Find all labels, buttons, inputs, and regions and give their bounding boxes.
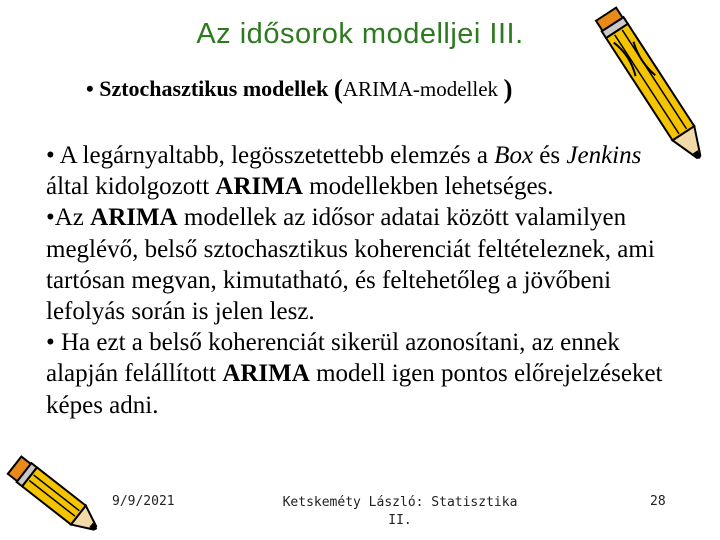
paragraph-3-run-1: • Ha ezt a belső koherenciát sikerül azonosítani, az ennek alapján felállított — [46, 329, 620, 388]
subtitle-main: Sztochasztikus modellek — [99, 76, 329, 101]
paragraph-3-run-3: modell igen pontos előrejelzéseket képes adni. — [46, 360, 663, 419]
paragraph-2-run-1: •Az — [46, 204, 91, 232]
paragraph-1-run-4: Jenkins — [566, 142, 642, 169]
paragraph-3-run-2: ARIMA — [222, 360, 310, 388]
paragraph-1-run-1: • A legárnyaltabb, legösszetettebb elemzés a — [46, 142, 495, 169]
footer-author: Ketskeméty László: Statisztika II. — [282, 495, 518, 528]
paragraph-3 — [46, 327, 676, 421]
slide-body — [46, 140, 676, 421]
paragraph-2-run-2: ARIMA — [90, 204, 178, 232]
paragraph-1-run-2: Box — [494, 142, 534, 169]
subtitle-open-paren: ( — [333, 74, 343, 104]
paragraph-1-run-5: által kidolgozott — [46, 173, 216, 201]
subtitle-bullet: • — [86, 76, 94, 101]
footer-date: 9/9/2021 — [112, 494, 175, 509]
footer-page-number: 28 — [650, 494, 666, 509]
paragraph-1 — [46, 140, 676, 202]
paragraph-1-run-3: és — [533, 142, 567, 169]
pencil-icon-top-right — [588, 0, 720, 175]
slide-title: Az idősorok modelljei III. — [196, 18, 524, 50]
paragraph-2 — [46, 202, 676, 327]
slide-subtitle — [86, 74, 646, 105]
paragraph-1-run-6: ARIMA — [215, 173, 303, 201]
subtitle-arima: ARIMA-modellek — [342, 77, 499, 101]
paragraph-2-run-3: modellek az idősor adatai között valamilyen meglévő, belső sztochasztikus koherenciát feltételeznek, ami tartósan megvan, kimutatható, és feltehetőleg a jövőbeni lefolyás során is jelen lesz. — [46, 204, 655, 326]
subtitle-close-paren: ) — [503, 74, 513, 104]
pencil-icon-bottom-left — [0, 448, 112, 540]
paragraph-1-run-7: modellekben lehetséges. — [302, 173, 554, 201]
